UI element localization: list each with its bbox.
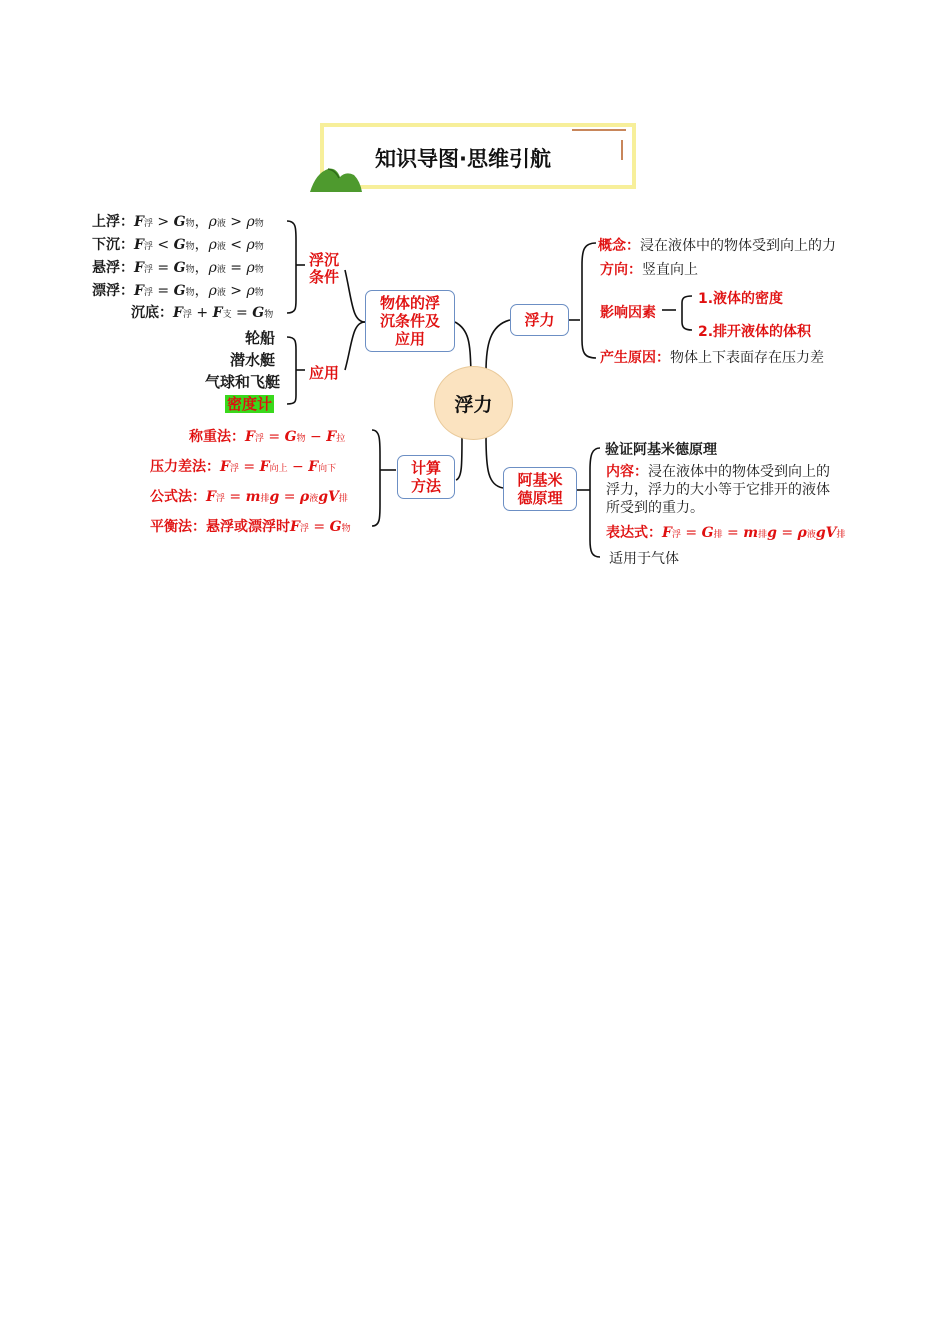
subscript: 排 [260,494,270,504]
symbol: F [290,519,300,535]
subscript: 物 [254,288,264,298]
symbol: ρ [246,237,255,253]
operator: = [263,429,285,445]
subscript: 排 [758,530,768,540]
sink-float-row [92,257,264,277]
symbol: g [767,525,777,541]
method-row [189,426,345,446]
symbol: F [308,459,319,475]
subscript: 排 [338,494,348,504]
symbol: gV [815,525,837,541]
direction-label: 方向： [600,262,642,278]
method-row [150,456,336,476]
node-line-3: 应用 [394,330,425,348]
application-item-highlighted [225,393,274,414]
subscript: 浮 [299,524,309,534]
factor-item: 1.液体的密度 [698,291,784,307]
subscript: 排 [836,530,846,540]
content-text: 浸在液体中的物体受到向上的 [648,464,830,480]
subscript: 物 [185,288,195,298]
node-line-2: 德原理 [517,489,563,507]
concept-text: 浸在液体中的物体受到向上的力 [640,238,836,254]
symbol: ρ [208,283,217,299]
content-label: 内容： [606,464,648,480]
symbol: ρ [208,214,217,230]
subscript: 浮 [143,242,153,252]
operator: = [225,260,247,276]
symbol: g [269,489,280,505]
symbol: m [743,525,759,541]
subscript: 物 [254,265,264,275]
subscript: 拉 [336,434,346,444]
operator: = [722,525,744,541]
subscript: 浮 [182,310,192,320]
subscript: 液 [216,265,226,275]
center-label: 浮力 [454,393,493,416]
symbol: F [206,489,216,505]
subscript: 物 [185,265,195,275]
symbol: F [245,429,255,445]
concept-row [598,235,836,255]
symbol: m [245,489,261,505]
subscript: 物 [341,524,351,534]
subscript: 排 [713,530,723,540]
symbol: ρ [208,260,217,276]
subscript: 浮 [671,530,681,540]
subscript: 浮 [229,464,239,474]
subscript: 浮 [143,288,153,298]
content-line: 所受到的重力。 [606,500,704,516]
subscript: 浮 [254,434,264,444]
row-name: 沉底： [131,305,173,321]
node-sink-float-application [365,290,455,352]
subscript: 物 [296,434,306,444]
operator: + [191,305,213,321]
separator: ， [194,214,209,230]
label-line-1: 浮沉 [309,251,340,269]
cause-row [600,347,824,367]
symbol: G [701,525,714,541]
operator: = [308,519,330,535]
operator: < [152,237,174,253]
subscript: 向上 [269,464,288,474]
operator: < [225,237,247,253]
operator: > [225,283,247,299]
operator: − [305,429,327,445]
method-row [150,516,351,536]
node-line-1: 物体的浮 [379,294,440,312]
separator: ， [194,283,209,299]
operator: = [238,459,260,475]
symbol: F [662,525,672,541]
symbol: ρ [797,525,807,541]
symbol: F [134,237,144,253]
symbol: ρ [246,283,255,299]
subscript: 液 [806,530,816,540]
operator: = [152,283,174,299]
symbol: G [329,519,342,535]
symbol: G [173,283,186,299]
method-name: 压力差法： [150,459,220,475]
node-calc-methods [397,455,455,499]
symbol: F [134,214,144,230]
symbol: G [173,237,186,253]
symbol: F [134,283,144,299]
separator: ， [194,237,209,253]
operator: = [279,489,300,505]
subscript: 液 [216,288,226,298]
symbol: ρ [246,260,255,276]
label-line-2: 条件 [309,268,340,286]
operator: = [776,525,798,541]
symbol: gV [318,489,339,505]
sink-float-row [92,234,264,254]
sink-float-row [92,280,264,300]
method-row [150,486,348,506]
subscript: 液 [309,494,319,504]
node-line-1: 计算 [410,459,441,477]
operator: = [152,260,174,276]
subscript: 向下 [318,464,337,474]
method-name: 称重法： [189,429,245,445]
symbol: F [134,260,144,276]
node-archimedes [503,467,577,511]
row-name: 上浮： [92,214,134,230]
subscript: 物 [254,219,264,229]
application-label: 应用 [309,364,340,382]
direction-row [600,259,698,279]
symbol: G [173,214,186,230]
node-buoyancy [510,304,569,336]
cause-label: 产生原因： [600,350,670,366]
factor-item: 2.排开液体的体积 [698,324,812,340]
symbol: ρ [299,489,310,505]
symbol: ρ [208,237,217,253]
method-text: 悬浮或漂浮时 [206,519,290,535]
symbol: G [284,429,297,445]
subscript: 支 [222,310,232,320]
concept-label: 概念： [598,238,640,254]
subscript: 液 [216,219,226,229]
content-row [606,461,830,481]
node-line-1: 阿基米 [517,471,563,489]
application-item: 潜水艇 [229,351,275,369]
application-item: 气球和飞艇 [204,373,280,391]
row-name: 悬浮： [92,260,134,276]
gas-applicability: 适用于气体 [609,551,679,567]
subscript: 浮 [215,494,225,504]
separator: ， [194,260,209,276]
row-name: 漂浮： [92,283,134,299]
factors-label: 影响因素 [600,305,656,321]
sink-float-row [92,211,264,231]
node-line-1: 浮力 [524,311,555,329]
method-name: 平衡法： [150,519,206,535]
symbol: F [212,305,223,321]
highlight-text: 密度计 [226,395,272,413]
center-node [434,366,513,440]
verify-text: 验证阿基米德原理 [605,442,717,458]
content-line: 浮力，浮力的大小等于它排开的液体 [606,482,830,498]
operator: = [231,305,253,321]
page-title: 知识导图·思维引航 [375,147,551,171]
subscript: 物 [185,242,195,252]
operator: > [152,214,174,230]
sink-float-label [309,252,339,286]
cause-text: 物体上下表面存在压力差 [670,350,824,366]
expression-label: 表达式： [606,525,662,541]
sink-bottom-row [131,302,273,322]
operator: − [287,459,309,475]
operator: = [680,525,702,541]
subscript: 物 [185,219,195,229]
method-name: 公式法： [150,489,206,505]
application-item: 轮船 [244,329,275,347]
subscript: 浮 [143,265,153,275]
subscript: 物 [254,242,264,252]
row-name: 下沉： [92,237,134,253]
symbol: G [173,260,186,276]
node-line-2: 方法 [410,477,441,495]
symbol: F [326,429,337,445]
symbol: G [252,305,265,321]
subscript: 液 [216,242,226,252]
subscript: 浮 [143,219,153,229]
symbol: F [220,459,230,475]
expression-row [606,522,846,542]
direction-text: 竖直向上 [642,262,698,278]
subscript: 物 [264,310,274,320]
symbol: F [173,305,183,321]
operator: = [224,489,246,505]
node-line-2: 沉条件及 [379,312,440,330]
symbol: ρ [246,214,255,230]
operator: > [225,214,247,230]
symbol: F [259,459,270,475]
